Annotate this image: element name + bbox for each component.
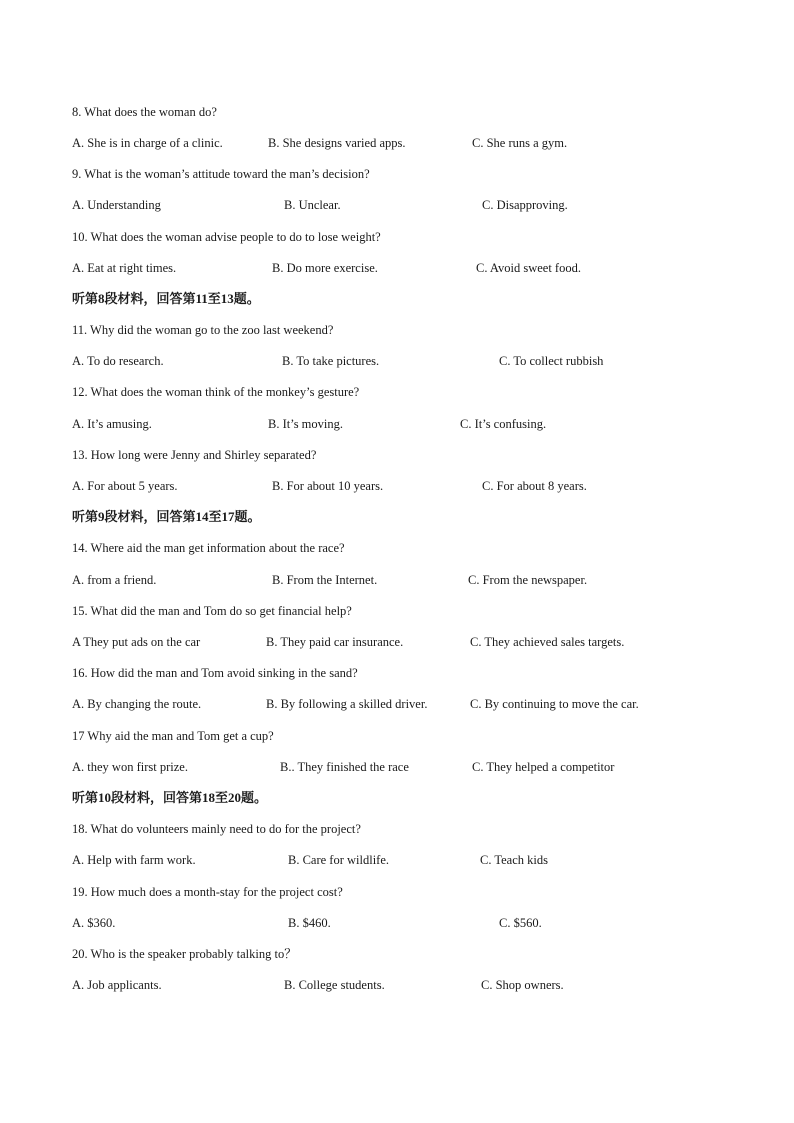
q19-option-c: C. $560.	[499, 916, 542, 930]
q8-option-a: A. She is in charge of a clinic.	[72, 136, 223, 150]
q13-option-a: A. For about 5 years.	[72, 479, 178, 493]
section-heading-9: 听第9段材料，回答第14至17题。	[72, 509, 261, 524]
q15-option-c: C. They achieved sales targets.	[470, 635, 625, 649]
q12-option-b: B. It’s moving.	[268, 417, 344, 431]
q18-option-a: A. Help with farm work.	[72, 853, 196, 867]
question-12: 12. What does the woman think of the monkey’s gesture?	[72, 385, 360, 399]
question-18: 18. What do volunteers mainly need to do for the project?	[72, 822, 361, 836]
q18-option-b: B. Care for wildlife.	[288, 853, 390, 867]
question-8: 8. What does the woman do?	[72, 105, 217, 119]
q16-option-c: C. By continuing to move the car.	[470, 697, 639, 711]
q18-option-c: C. Teach kids	[480, 853, 548, 867]
question-20: 20. Who is the speaker probably talking to？	[72, 947, 297, 961]
question-19: 19. How much does a month-stay for the project cost?	[72, 885, 343, 899]
q19-option-b: B. $460.	[288, 916, 331, 930]
q19-option-a: A. $360.	[72, 916, 116, 930]
q20-option-a: A. Job applicants.	[72, 978, 162, 992]
q14-option-b: B. From the Internet.	[272, 573, 378, 587]
q9-option-b: B. Unclear.	[284, 198, 341, 212]
question-17: 17 Why aid the man and Tom get a cup?	[72, 729, 274, 743]
q10-option-b: B. Do more exercise.	[272, 261, 378, 275]
section-heading-10: 听第10段材料，回答第18至20题。	[72, 790, 268, 805]
q13-option-b: B. For about 10 years.	[272, 479, 384, 493]
q10-option-c: C. Avoid sweet food.	[476, 261, 581, 275]
question-11: 11. Why did the woman go to the zoo last weekend?	[72, 323, 334, 337]
question-13: 13. How long were Jenny and Shirley separated?	[72, 448, 317, 462]
q10-option-a: A. Eat at right times.	[72, 261, 177, 275]
q9-option-c: C. Disapproving.	[482, 198, 568, 212]
q8-option-b: B. She designs varied apps.	[268, 136, 406, 150]
q15-option-a: A They put ads on the car	[72, 635, 201, 649]
q20-option-b: B. College students.	[284, 978, 385, 992]
q14-option-c: C. From the newspaper.	[468, 573, 588, 587]
q12-option-a: A. It’s amusing.	[72, 417, 152, 431]
question-10: 10. What does the woman advise people to do to lose weight?	[72, 230, 381, 244]
q17-option-b: B.. They finished the race	[280, 760, 409, 774]
q20-option-c: C. Shop owners.	[481, 978, 564, 992]
q11-option-c: C. To collect rubbish	[499, 354, 604, 368]
q17-option-a: A. they won first prize.	[72, 760, 188, 774]
q13-option-c: C. For about 8 years.	[482, 479, 587, 493]
q16-option-b: B. By following a skilled driver.	[266, 697, 428, 711]
q12-option-c: C. It’s confusing.	[460, 417, 547, 431]
question-14: 14. Where aid the man get information about the race?	[72, 541, 345, 555]
question-16: 16. How did the man and Tom avoid sinking in the sand?	[72, 666, 358, 680]
q17-option-c: C. They helped a competitor	[472, 760, 615, 774]
q11-option-a: A. To do research.	[72, 354, 164, 368]
q9-option-a: A. Understanding	[72, 198, 161, 212]
question-15: 15. What did the man and Tom do so get financial help?	[72, 604, 352, 618]
q15-option-b: B. They paid car insurance.	[266, 635, 404, 649]
q16-option-a: A. By changing the route.	[72, 697, 202, 711]
q14-option-a: A. from a friend.	[72, 573, 157, 587]
q8-option-c: C. She runs a gym.	[472, 136, 568, 150]
q11-option-b: B. To take pictures.	[282, 354, 380, 368]
section-heading-8: 听第8段材料，回答第11至13题。	[72, 291, 260, 306]
question-9: 9. What is the woman’s attitude toward the man’s decision?	[72, 167, 370, 181]
